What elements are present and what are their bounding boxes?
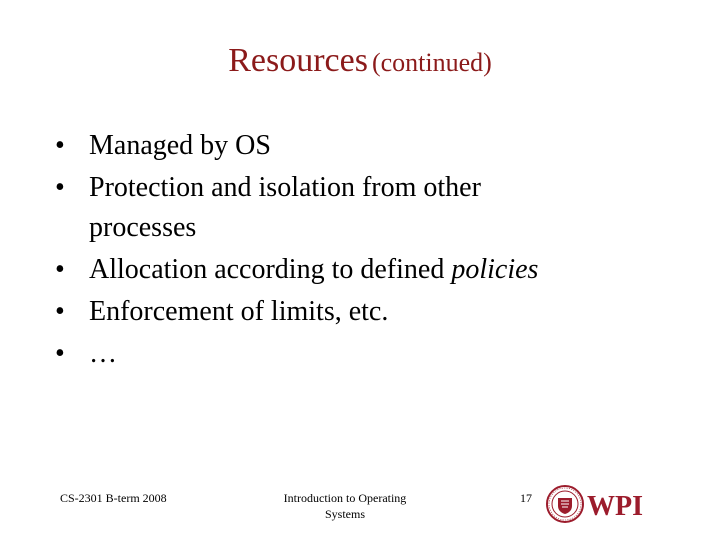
- wpi-logo: [545, 484, 655, 524]
- wpi-seal-icon: [547, 486, 583, 522]
- bullet-marker: •: [55, 254, 65, 285]
- footer-topic-line1: Introduction to Operating: [283, 491, 407, 505]
- bullet-item: [55, 250, 675, 290]
- bullet-item: [55, 126, 675, 166]
- footer-course: CS-2301 B-term 2008: [60, 491, 167, 505]
- bullet-text-continued: processes: [89, 212, 197, 243]
- slide-title-main: Resources: [228, 42, 368, 79]
- bullet-item: [55, 168, 675, 248]
- bullet-marker: •: [55, 172, 65, 203]
- bullet-marker: •: [55, 296, 65, 327]
- bullet-text-emphasis: policies: [451, 254, 539, 285]
- bullet-text: Protection and isolation from other: [89, 172, 481, 203]
- slide-title-suffix: (continued): [371, 48, 492, 77]
- bullet-item: [55, 334, 675, 374]
- bullet-text: …: [89, 338, 117, 369]
- footer-topic-line2: Systems: [324, 507, 365, 521]
- bullet-text: Enforcement of limits, etc.: [89, 296, 389, 327]
- bullet-text: [89, 250, 675, 290]
- bullet-list: [55, 126, 675, 376]
- page-number: 17: [520, 491, 532, 505]
- wpi-wordmark: WPI: [587, 491, 643, 522]
- bullet-marker: •: [55, 130, 65, 161]
- bullet-item: [55, 292, 675, 332]
- bullet-text: Managed by OS: [89, 130, 271, 161]
- slide-title: [0, 44, 720, 78]
- footer-topic: [270, 490, 420, 522]
- bullet-text-plain: Allocation according to defined: [89, 254, 452, 285]
- bullet-marker: •: [55, 338, 65, 369]
